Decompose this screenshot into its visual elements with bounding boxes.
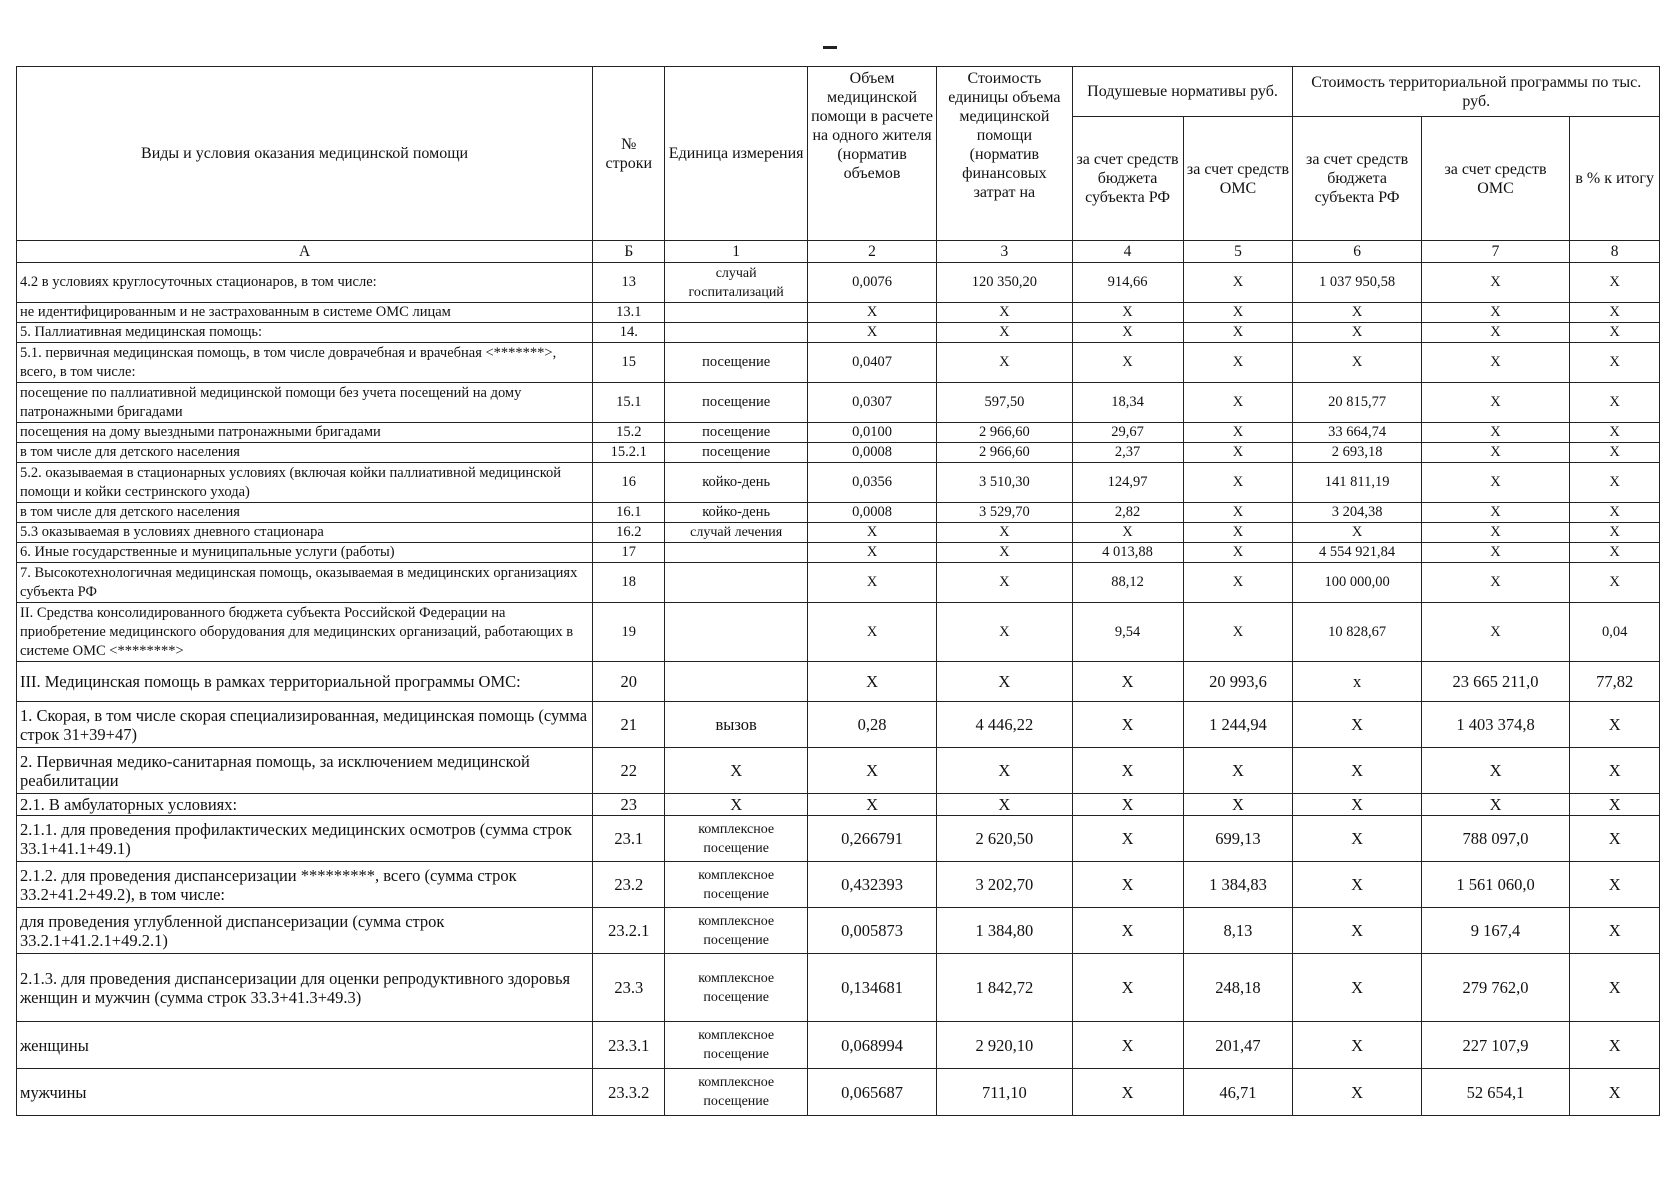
unit-cell [665,303,808,323]
row-number: 23.2 [593,862,665,908]
table-row [17,908,1660,954]
percent-cell: X [1570,543,1660,563]
percent-cell: X [1570,794,1660,816]
table-row [17,794,1660,816]
row-label: 2.1.1. для проведения профилактических медицинских осмотров (сумма строк 33.1+41.1+49.1) [17,816,593,862]
percapita-budget-cell: 18,34 [1072,383,1183,423]
percapita-budget-cell: 9,54 [1072,603,1183,662]
row-number: 19 [593,603,665,662]
cost-budget-cell: X [1293,862,1421,908]
unit-cell [665,563,808,603]
unit-cell: посещение [665,383,808,423]
percent-cell: X [1570,702,1660,748]
volume-cell: 0,0076 [807,263,936,303]
percapita-budget-cell: X [1072,1069,1183,1116]
row-number: 16.2 [593,523,665,543]
unit-cell: посещение [665,443,808,463]
table-row [17,862,1660,908]
cost-budget-cell: X [1293,303,1421,323]
cost-budget-cell: 33 664,74 [1293,423,1421,443]
cost-oms-cell: X [1421,748,1570,794]
table-row [17,1022,1660,1069]
unit-cost-cell: X [937,662,1072,702]
unit-cell [665,323,808,343]
percapita-oms-cell: X [1183,263,1293,303]
cost-oms-cell: X [1421,503,1570,523]
percapita-oms-cell: 20 993,6 [1183,662,1293,702]
percent-cell: X [1570,563,1660,603]
percent-cell: 0,04 [1570,603,1660,662]
cost-oms-cell: 23 665 211,0 [1421,662,1570,702]
percent-cell: X [1570,908,1660,954]
cost-oms-cell: 1 561 060,0 [1421,862,1570,908]
volume-cell: 0,0407 [807,343,936,383]
volume-cell: 0,0008 [807,443,936,463]
percapita-oms-cell: X [1183,523,1293,543]
unit-cost-cell: X [937,303,1072,323]
row-number: 23 [593,794,665,816]
volume-cell: 0,0100 [807,423,936,443]
cost-budget-cell: X [1293,323,1421,343]
cost-oms-cell: X [1421,383,1570,423]
row-number: 16.1 [593,503,665,523]
row-label: для проведения углубленной диспансеризации (сумма строк 33.2.1+41.2.1+49.2.1) [17,908,593,954]
volume-cell: 0,0008 [807,503,936,523]
cost-budget-cell: X [1293,908,1421,954]
table-row [17,662,1660,702]
percapita-budget-cell: 4 013,88 [1072,543,1183,563]
table-row [17,443,1660,463]
header-col-8: в % к итогу [1570,117,1660,241]
table-row [17,263,1660,303]
cost-oms-cell: 1 403 374,8 [1421,702,1570,748]
cost-budget-cell: 3 204,38 [1293,503,1421,523]
cost-oms-cell: X [1421,443,1570,463]
volume-cell: X [807,303,936,323]
cost-budget-cell: 141 811,19 [1293,463,1421,503]
percapita-budget-cell: 914,66 [1072,263,1183,303]
unit-cell: комплексное посещение [665,862,808,908]
row-number: 17 [593,543,665,563]
table-row [17,503,1660,523]
row-number: 23.2.1 [593,908,665,954]
unit-cost-cell: 2 966,60 [937,423,1072,443]
header-group-per-capita: Подушевые нормативы руб. [1072,67,1293,117]
cost-oms-cell: X [1421,603,1570,662]
row-number: 18 [593,563,665,603]
volume-cell: X [807,662,936,702]
table-row [17,954,1660,1022]
cost-budget-cell: X [1293,954,1421,1022]
volume-cell: 0,0307 [807,383,936,423]
table-row [17,423,1660,443]
cost-budget-cell: X [1293,816,1421,862]
row-label: 5. Паллиативная медицинская помощь: [17,323,593,343]
cost-budget-cell: X [1293,1022,1421,1069]
table-row [17,1069,1660,1116]
unit-cell: комплексное посещение [665,954,808,1022]
unit-cost-cell: 120 350,20 [937,263,1072,303]
percapita-oms-cell: X [1183,543,1293,563]
unit-cost-cell: 2 920,10 [937,1022,1072,1069]
row-label: 7. Высокотехнологичная медицинская помощь, оказываемая в медицинских организациях субъекта РФ [17,563,593,603]
percent-cell: X [1570,1022,1660,1069]
percapita-budget-cell: 2,37 [1072,443,1183,463]
percapita-budget-cell: 2,82 [1072,503,1183,523]
unit-cost-cell: 711,10 [937,1069,1072,1116]
unit-cell: комплексное посещение [665,1022,808,1069]
percapita-budget-cell: X [1072,702,1183,748]
table-row [17,563,1660,603]
row-number: 20 [593,662,665,702]
unit-cost-cell: 3 510,30 [937,463,1072,503]
percapita-budget-cell: 124,97 [1072,463,1183,503]
row-number: 13.1 [593,303,665,323]
cost-oms-cell: X [1421,263,1570,303]
table-header [17,67,1660,263]
cost-oms-cell: X [1421,463,1570,503]
unit-cost-cell: 1 842,72 [937,954,1072,1022]
row-label: II. Средства консолидированного бюджета субъекта Российской Федерации на приобретение медицинского оборудования для медицинских организаций, работающих в системе ОМС <********> [17,603,593,662]
cost-budget-cell: 100 000,00 [1293,563,1421,603]
index-cell: 5 [1183,241,1293,263]
row-number: 23.3.2 [593,1069,665,1116]
percent-cell: X [1570,1069,1660,1116]
row-label: 2.1. В амбулаторных условиях: [17,794,593,816]
row-number: 15 [593,343,665,383]
unit-cost-cell: 4 446,22 [937,702,1072,748]
unit-cell: X [665,748,808,794]
percapita-oms-cell: X [1183,303,1293,323]
header-col-4: за счет средств бюджета субъекта РФ [1072,117,1183,241]
row-label: 6. Иные государственные и муниципальные услуги (работы) [17,543,593,563]
percapita-oms-cell: X [1183,463,1293,503]
volume-cell: 0,0356 [807,463,936,503]
volume-cell: X [807,323,936,343]
row-number: 13 [593,263,665,303]
table-row [17,748,1660,794]
cost-budget-cell: X [1293,702,1421,748]
percapita-budget-cell: X [1072,954,1183,1022]
table-row [17,343,1660,383]
percapita-oms-cell: X [1183,603,1293,662]
row-number: 15.2 [593,423,665,443]
row-number: 16 [593,463,665,503]
row-label: 2.1.2. для проведения диспансеризации *********, всего (сумма строк 33.2+41.2+49.2), в том числе: [17,862,593,908]
cost-budget-cell: 4 554 921,84 [1293,543,1421,563]
percapita-oms-cell: X [1183,323,1293,343]
cost-oms-cell: X [1421,794,1570,816]
row-number: 22 [593,748,665,794]
table-row [17,463,1660,503]
cost-budget-cell: 1 037 950,58 [1293,263,1421,303]
row-label: 2.1.3. для проведения диспансеризации для оценки репродуктивного здоровья женщин и мужчин (сумма строк 33.3+41.3+49.3) [17,954,593,1022]
cost-oms-cell: X [1421,343,1570,383]
row-label: посещение по паллиативной медицинской помощи без учета посещений на дому патронажными бригадами [17,383,593,423]
unit-cost-cell: 2 966,60 [937,443,1072,463]
header-group-program-cost: Стоимость территориальной программы по тыс. руб. [1293,67,1660,117]
percent-cell: X [1570,383,1660,423]
row-label: 5.3 оказываемая в условиях дневного стационара [17,523,593,543]
unit-cost-cell: 597,50 [937,383,1072,423]
percapita-budget-cell: X [1072,323,1183,343]
percent-cell: X [1570,862,1660,908]
index-cell: 1 [665,241,808,263]
unit-cell: случай лечения [665,523,808,543]
percapita-oms-cell: X [1183,443,1293,463]
percapita-oms-cell: X [1183,503,1293,523]
index-cell: 6 [1293,241,1421,263]
index-cell: 7 [1421,241,1570,263]
row-number: 14. [593,323,665,343]
cost-oms-cell: X [1421,423,1570,443]
row-label: 1. Скорая, в том числе скорая специализированная, медицинская помощь (сумма строк 31+39+47) [17,702,593,748]
header-col-5: за счет средств ОМС [1183,117,1293,241]
volume-cell: 0,065687 [807,1069,936,1116]
page-mark [823,46,837,49]
table-row [17,523,1660,543]
percapita-budget-cell: X [1072,523,1183,543]
volume-cell: 0,28 [807,702,936,748]
unit-cell [665,603,808,662]
unit-cell: комплексное посещение [665,908,808,954]
cost-budget-cell: X [1293,1069,1421,1116]
unit-cell: X [665,794,808,816]
unit-cell: койко-день [665,463,808,503]
row-label: женщины [17,1022,593,1069]
percent-cell: X [1570,263,1660,303]
percapita-budget-cell: X [1072,1022,1183,1069]
row-number: 23.1 [593,816,665,862]
percapita-oms-cell: 201,47 [1183,1022,1293,1069]
unit-cost-cell: X [937,343,1072,383]
unit-cost-cell: 3 529,70 [937,503,1072,523]
cost-oms-cell: X [1421,323,1570,343]
header-col-2: Объем медицинской помощи в расчете на одного жителя (норматив объемов [807,67,936,241]
header-col-6: за счет средств бюджета субъекта РФ [1293,117,1421,241]
table-row [17,323,1660,343]
volume-cell: 0,005873 [807,908,936,954]
unit-cost-cell: X [937,523,1072,543]
cost-oms-cell: 9 167,4 [1421,908,1570,954]
table-row [17,702,1660,748]
unit-cell: комплексное посещение [665,1069,808,1116]
unit-cost-cell: X [937,794,1072,816]
header-col-1: Единица измерения [665,67,808,241]
row-number: 15.2.1 [593,443,665,463]
cost-oms-cell: 52 654,1 [1421,1069,1570,1116]
header-col-a: Виды и условия оказания медицинской помощи [17,67,593,241]
row-label: III. Медицинская помощь в рамках территориальной программы ОМС: [17,662,593,702]
unit-cell: случай госпитализаций [665,263,808,303]
unit-cost-cell: X [937,563,1072,603]
volume-cell: 0,068994 [807,1022,936,1069]
percent-cell: X [1570,503,1660,523]
cost-budget-cell: X [1293,523,1421,543]
budget-table [16,66,1660,1116]
percapita-budget-cell: X [1072,662,1183,702]
cost-oms-cell: X [1421,563,1570,603]
cost-oms-cell: 788 097,0 [1421,816,1570,862]
table-row [17,383,1660,423]
percent-cell: 77,82 [1570,662,1660,702]
percapita-budget-cell: X [1072,816,1183,862]
unit-cost-cell: X [937,603,1072,662]
percapita-budget-cell: 88,12 [1072,563,1183,603]
cost-budget-cell: 20 815,77 [1293,383,1421,423]
percapita-budget-cell: X [1072,862,1183,908]
percapita-oms-cell: 699,13 [1183,816,1293,862]
unit-cell: койко-день [665,503,808,523]
percapita-budget-cell: X [1072,794,1183,816]
percapita-budget-cell: X [1072,908,1183,954]
row-number: 23.3.1 [593,1022,665,1069]
cost-budget-cell: X [1293,794,1421,816]
volume-cell: 0,432393 [807,862,936,908]
percapita-oms-cell: 8,13 [1183,908,1293,954]
header-col-7: за счет средств ОМС [1421,117,1570,241]
cost-budget-cell: x [1293,662,1421,702]
row-label: посещения на дому выездными патронажными бригадами [17,423,593,443]
percent-cell: X [1570,423,1660,443]
index-cell: А [17,241,593,263]
unit-cell: посещение [665,343,808,383]
row-number: 23.3 [593,954,665,1022]
index-cell: Б [593,241,665,263]
percent-cell: X [1570,303,1660,323]
unit-cost-cell: 1 384,80 [937,908,1072,954]
percent-cell: X [1570,523,1660,543]
index-cell: 3 [937,241,1072,263]
table-row [17,303,1660,323]
percapita-oms-cell: X [1183,383,1293,423]
unit-cost-cell: X [937,543,1072,563]
percent-cell: X [1570,343,1660,383]
volume-cell: 0,134681 [807,954,936,1022]
percent-cell: X [1570,323,1660,343]
unit-cost-cell: 3 202,70 [937,862,1072,908]
row-label: в том числе для детского населения [17,503,593,523]
percapita-budget-cell: X [1072,343,1183,383]
percapita-oms-cell: X [1183,343,1293,383]
percent-cell: X [1570,816,1660,862]
percapita-oms-cell: X [1183,423,1293,443]
row-label: не идентифицированным и не застрахованным в системе ОМС лицам [17,303,593,323]
row-label: мужчины [17,1069,593,1116]
cost-oms-cell: X [1421,543,1570,563]
table-row [17,816,1660,862]
row-label: в том числе для детского населения [17,443,593,463]
cost-oms-cell: X [1421,303,1570,323]
index-cell: 8 [1570,241,1660,263]
unit-cost-cell: X [937,323,1072,343]
cost-budget-cell: 10 828,67 [1293,603,1421,662]
header-col-b: № строки [593,67,665,241]
cost-budget-cell: X [1293,343,1421,383]
volume-cell: X [807,748,936,794]
cost-oms-cell: 279 762,0 [1421,954,1570,1022]
unit-cell: комплексное посещение [665,816,808,862]
index-row [17,241,1660,263]
percapita-oms-cell: 1 244,94 [1183,702,1293,748]
volume-cell: X [807,523,936,543]
index-cell: 2 [807,241,936,263]
percapita-budget-cell: X [1072,748,1183,794]
row-number: 15.1 [593,383,665,423]
volume-cell: X [807,563,936,603]
row-label: 4.2 в условиях круглосуточных стационаров, в том числе: [17,263,593,303]
volume-cell: X [807,543,936,563]
cost-oms-cell: 227 107,9 [1421,1022,1570,1069]
percapita-budget-cell: X [1072,303,1183,323]
percent-cell: X [1570,748,1660,794]
row-label: 5.2. оказываемая в стационарных условиях (включая койки паллиативной медицинской помощи и койки сестринского ухода) [17,463,593,503]
row-number: 21 [593,702,665,748]
table-row [17,603,1660,662]
table-body [17,263,1660,1116]
cost-budget-cell: X [1293,748,1421,794]
unit-cost-cell: X [937,748,1072,794]
volume-cell: 0,266791 [807,816,936,862]
table-row [17,543,1660,563]
volume-cell: X [807,794,936,816]
row-label: 2. Первичная медико-санитарная помощь, за исключением медицинской реабилитации [17,748,593,794]
header-col-3: Стоимость единицы объема медицинской помощи (норматив финансовых затрат на [937,67,1072,241]
unit-cell [665,662,808,702]
percapita-oms-cell: 46,71 [1183,1069,1293,1116]
percapita-oms-cell: X [1183,563,1293,603]
volume-cell: X [807,603,936,662]
unit-cell [665,543,808,563]
percapita-budget-cell: 29,67 [1072,423,1183,443]
percent-cell: X [1570,443,1660,463]
percapita-oms-cell: 1 384,83 [1183,862,1293,908]
cost-oms-cell: X [1421,523,1570,543]
percapita-oms-cell: X [1183,748,1293,794]
cost-budget-cell: 2 693,18 [1293,443,1421,463]
percent-cell: X [1570,463,1660,503]
percapita-oms-cell: 248,18 [1183,954,1293,1022]
unit-cell: посещение [665,423,808,443]
percapita-oms-cell: X [1183,794,1293,816]
unit-cost-cell: 2 620,50 [937,816,1072,862]
row-label: 5.1. первичная медицинская помощь, в том числе доврачебная и врачебная <*******>, всего, в том числе: [17,343,593,383]
index-cell: 4 [1072,241,1183,263]
percent-cell: X [1570,954,1660,1022]
unit-cell: вызов [665,702,808,748]
